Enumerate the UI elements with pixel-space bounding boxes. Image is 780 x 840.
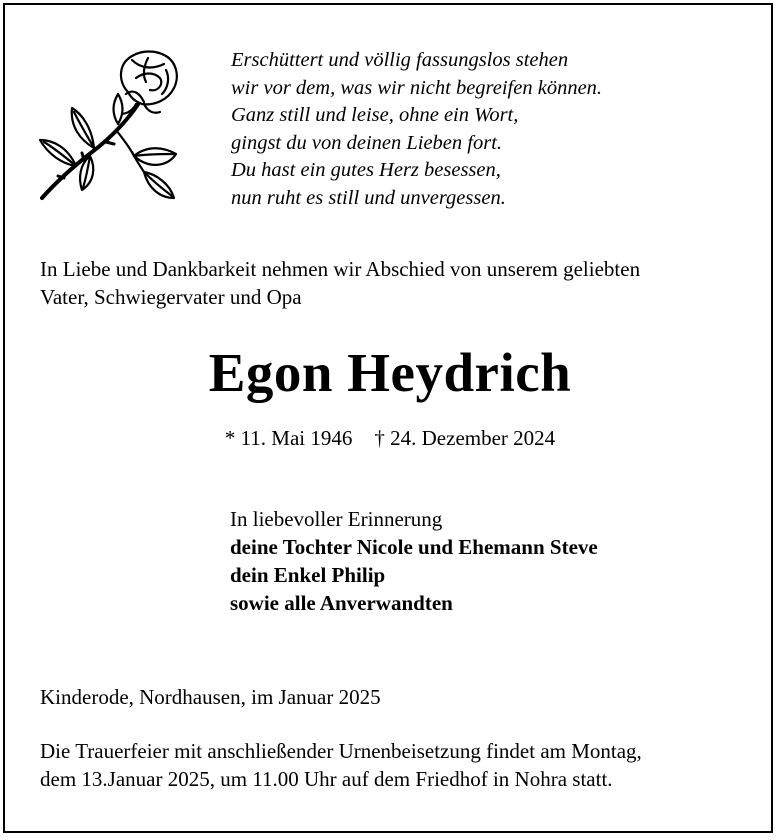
service-info — [40, 737, 760, 793]
birth-date: * 11. Mai 1946 — [224, 426, 353, 450]
poem-line: gingst du von deinen Lieben fort. — [231, 131, 503, 154]
deceased-name: Egon Heydrich — [208, 342, 572, 403]
mourners-block — [230, 505, 750, 617]
poem-line: Ganz still und leise, ohne ein Wort, — [231, 104, 519, 126]
poem-line: Du hast ein gutes Herz besessen, — [231, 159, 501, 181]
place-date: Kinderode, Nordhausen, im Januar 2025 — [40, 685, 381, 709]
mourner-line: deine Tochter Nicole und Ehemann Steve — [230, 535, 598, 559]
service-line: dem 13.Januar 2025, um 11.00 Uhr auf dem Friedhof in Nohra statt. — [40, 767, 613, 791]
mourner-line: sowie alle Anverwandten — [230, 591, 453, 615]
rose-icon — [36, 48, 188, 204]
poem-line: nun ruht es still und unvergessen. — [231, 186, 506, 209]
intro-text — [40, 255, 760, 311]
poem-line: Erschüttert und völlig fassungslos stehen — [231, 49, 569, 71]
death-date: † 24. Dezember 2024 — [374, 426, 556, 450]
poem — [231, 47, 751, 212]
mourner-line: dein Enkel Philip — [230, 563, 386, 587]
service-line: Die Trauerfeier mit anschließender Urnenbeisetzung findet am Montag, — [40, 739, 642, 763]
life-dates — [0, 424, 780, 452]
intro-line: Vater, Schwiegervater und Opa — [40, 285, 302, 309]
poem-line: wir vor dem, was wir nicht begreifen können. — [231, 76, 603, 99]
mourners-heading: In liebevoller Erinnerung — [230, 507, 443, 531]
intro-line: In Liebe und Dankbarkeit nehmen wir Abschied von unserem geliebten — [40, 257, 641, 281]
